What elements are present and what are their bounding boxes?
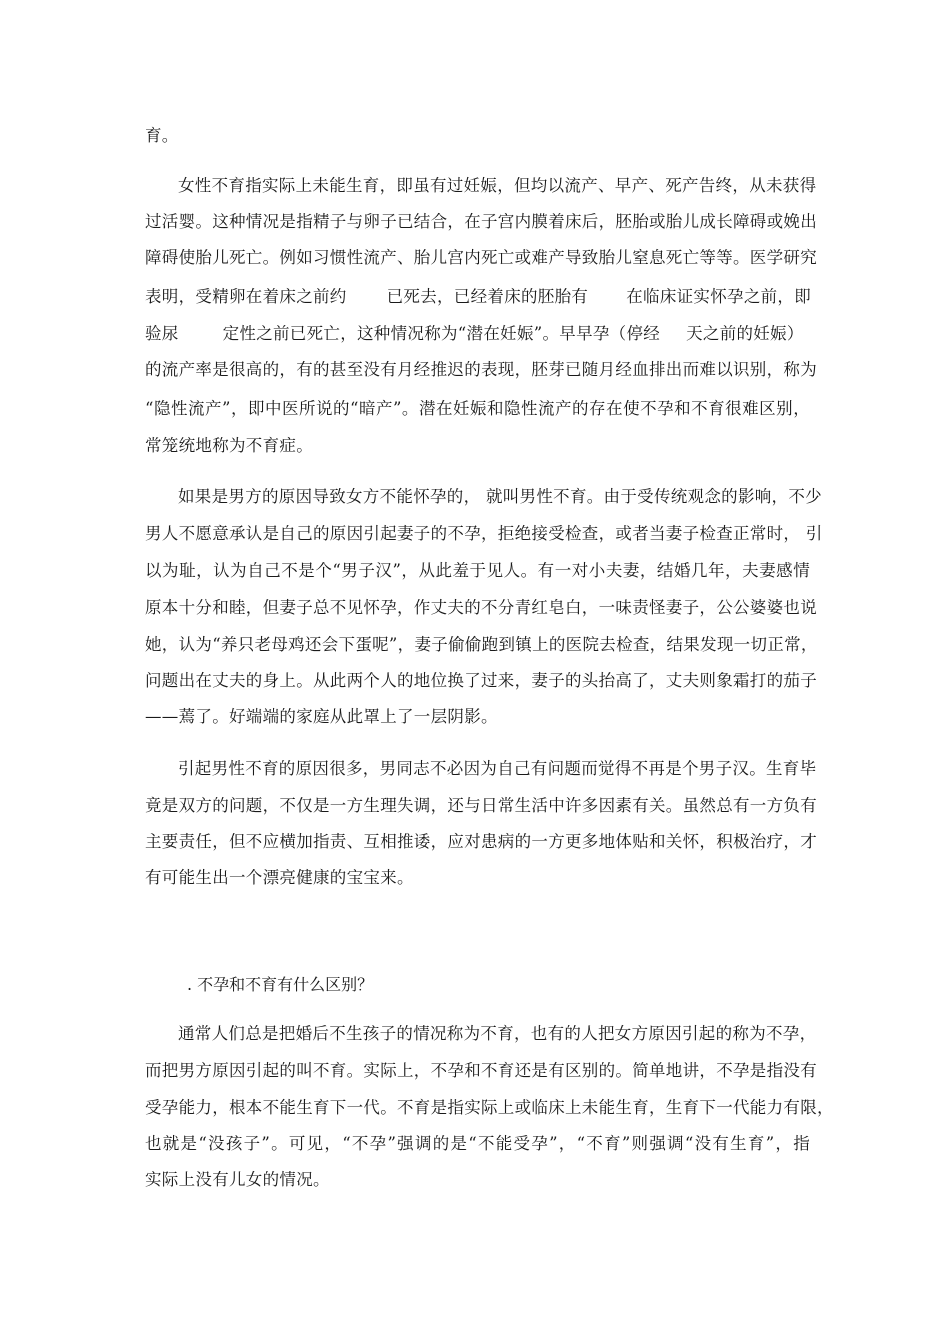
paragraph-line: 有可能生出一个漂亮健康的宝宝来。 [145, 868, 414, 887]
paragraph-line: 以为耻，认为自己不是个“男子汉”，从此羞于见人。有一对小夫妻，结婚几年，夫妻感情 [145, 561, 810, 580]
paragraph-line: “隐性流产”，即中医所说的“暗产”。潜在妊娠和隐性流产的存在使不孕和不育很难区别， [145, 399, 810, 418]
paragraph-line: 的流产率是很高的，有的甚至没有月经推迟的表现，胚芽已随月经血排出而难以识别，称为 [145, 360, 817, 379]
paragraph-line-with-gaps [145, 322, 810, 346]
paragraph-line: 通常人们总是把婚后不生孩子的情况称为不育，也有的人把女方原因引起的称为不孕， [178, 1024, 817, 1043]
paragraph-line: 男人不愿意承认是自己的原因引起妻子的不孕，拒绝接受检查，或者当妻子检查正常时， 引 [145, 524, 823, 543]
paragraph-line: 也就是“没孩子”。可见，“不孕”强调的是“不能受孕”，“不育”则强调“没有生育”，指 [145, 1134, 810, 1153]
section-heading: . 不孕和不育有什么区别？ [187, 975, 374, 994]
paragraph-line: 竟是双方的问题，不仅是一方生理失调，还与日常生活中许多因素有关。虽然总有一方负有 [145, 796, 817, 815]
paragraph-line: 女性不育指实际上未能生育，即虽有过妊娠，但均以流产、早产、死产告终，从未获得 [178, 176, 817, 195]
paragraph-line: 常笼统地称为不育症。 [145, 436, 313, 455]
paragraph-line-with-gaps [145, 285, 810, 309]
paragraph-line: 障碍使胎儿死亡。例如习惯性流产、胎儿宫内死亡或难产导致胎儿窒息死亡等等。医学研究 [145, 248, 817, 267]
text-segment: 表明，受精卵在着床之前约 [145, 287, 347, 306]
paragraph-line: 而把男方原因引起的叫不育。实际上，不孕和不育还是有区别的。简单地讲，不孕是指没有 [145, 1061, 817, 1080]
paragraph-line: 过活婴。这种情况是指精子与卵子已结合，在子宫内膜着床后，胚胎或胎儿成长障碍或娩出 [145, 212, 817, 231]
text-segment: 在临床证实怀孕之前，即 [626, 287, 812, 306]
paragraph-line: 育。 [145, 126, 179, 145]
text-segment: 定性之前已死亡，这种情况称为“潜在妊娠”。早早孕（停经 [222, 324, 661, 343]
text-segment: 天之前的妊娠） [686, 324, 804, 343]
paragraph-line: ——蔫了。好端端的家庭从此罩上了一层阴影。 [145, 707, 498, 726]
paragraph-line: 她，认为“养只老母鸡还会下蛋呢”，妻子偷偷跑到镇上的医院去检查，结果发现一切正常， [145, 635, 818, 654]
paragraph-line: 如果是男方的原因导致女方不能怀孕的， 就叫男性不育。由于受传统观念的影响，不少 [178, 487, 822, 506]
paragraph-line: 受孕能力，根本不能生育下一代。不育是指实际上或临床上未能生育，生育下一代能力有限， [145, 1098, 834, 1117]
paragraph-line: 实际上没有儿女的情况。 [145, 1170, 330, 1189]
paragraph-line: 引起男性不育的原因很多，男同志不必因为自己有问题而觉得不再是个男子汉。生育毕 [178, 759, 817, 778]
text-segment: 验尿 [145, 324, 179, 343]
text-segment: 已死去，已经着床的胚胎有 [386, 287, 589, 306]
paragraph-line: 问题出在丈夫的身上。从此两个人的地位换了过来，妻子的头抬高了，丈夫则象霜打的茄子 [145, 671, 817, 690]
paragraph-line: 原本十分和睦，但妻子总不见怀孕，作丈夫的不分青红皂白，一味责怪妻子，公公婆婆也说 [145, 598, 817, 617]
paragraph-line: 主要责任，但不应横加指责、互相推诿，应对患病的一方更多地体贴和关怀，积极治疗，才 [145, 832, 817, 851]
